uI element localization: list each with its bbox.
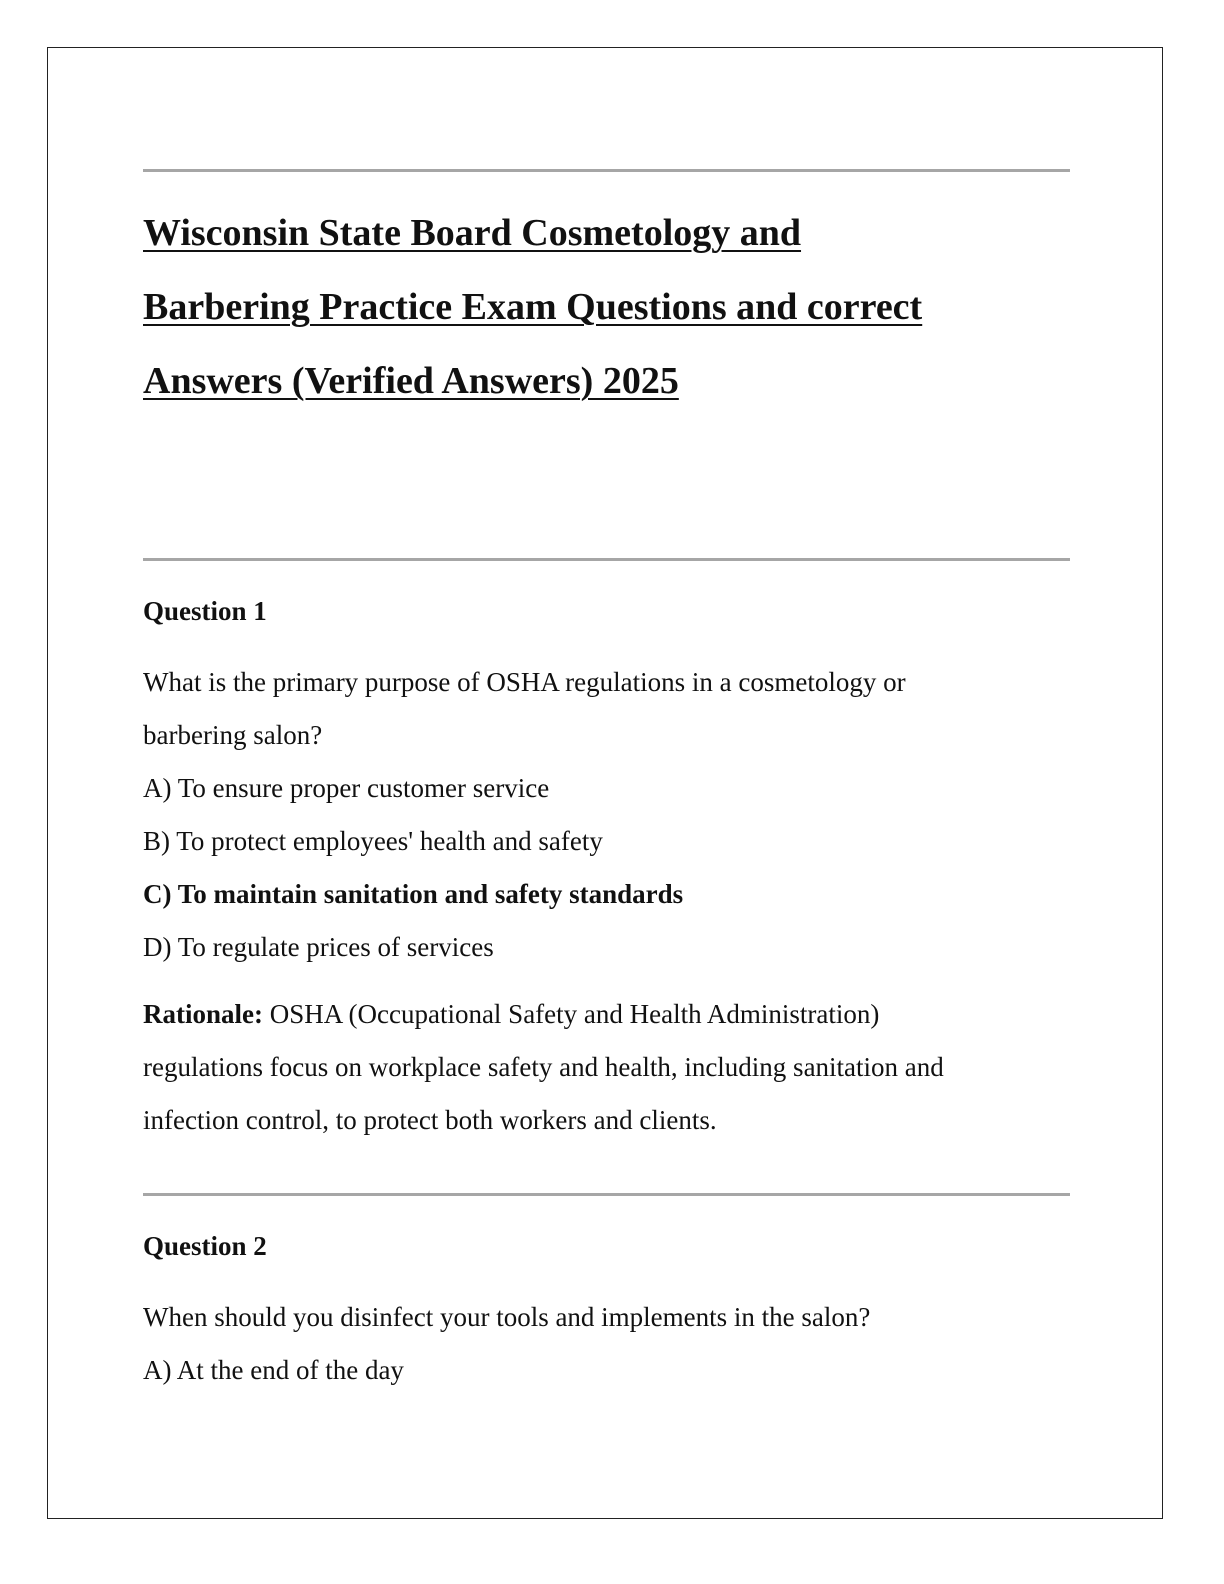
horizontal-divider <box>143 169 1070 172</box>
title-line: Wisconsin State Board Cosmetology and <box>143 212 802 254</box>
question-2-body <box>143 1291 1073 1397</box>
question-2-option-a: A) At the end of the day <box>143 1355 404 1385</box>
question-heading <box>143 596 1073 627</box>
question-1-prompt-line: barbering salon? <box>143 720 323 750</box>
question-1-rationale <box>143 988 1073 1147</box>
question-1-option-c-correct: C) To maintain sanitation and safety standards <box>143 879 684 909</box>
rationale-line <box>143 988 1073 1041</box>
rationale-line: regulations focus on workplace safety and health, including sanitation and <box>143 1052 944 1082</box>
question-2-heading: Question 2 <box>143 1231 267 1261</box>
question-1-option-b: B) To protect employees' health and safety <box>143 826 603 856</box>
rationale-label: Rationale: <box>143 999 263 1029</box>
question-1-option-d: D) To regulate prices of services <box>143 932 494 962</box>
title-line: Barbering Practice Exam Questions and correct <box>143 286 923 328</box>
title-line: Answers (Verified Answers) 2025 <box>143 360 679 402</box>
question-1-prompt-line: What is the primary purpose of OSHA regulations in a cosmetology or <box>143 667 906 697</box>
question-1-heading: Question 1 <box>143 596 267 626</box>
document-title <box>143 196 1083 418</box>
horizontal-divider <box>143 1193 1070 1196</box>
rationale-text: OSHA (Occupational Safety and Health Administration) <box>262 999 880 1029</box>
question-2-prompt-line: When should you disinfect your tools and implements in the salon? <box>143 1302 871 1332</box>
question-heading <box>143 1231 1073 1262</box>
rationale-line: infection control, to protect both workers and clients. <box>143 1105 717 1135</box>
question-1-body <box>143 656 1073 974</box>
question-1-option-a: A) To ensure proper customer service <box>143 773 550 803</box>
horizontal-divider <box>143 558 1070 561</box>
